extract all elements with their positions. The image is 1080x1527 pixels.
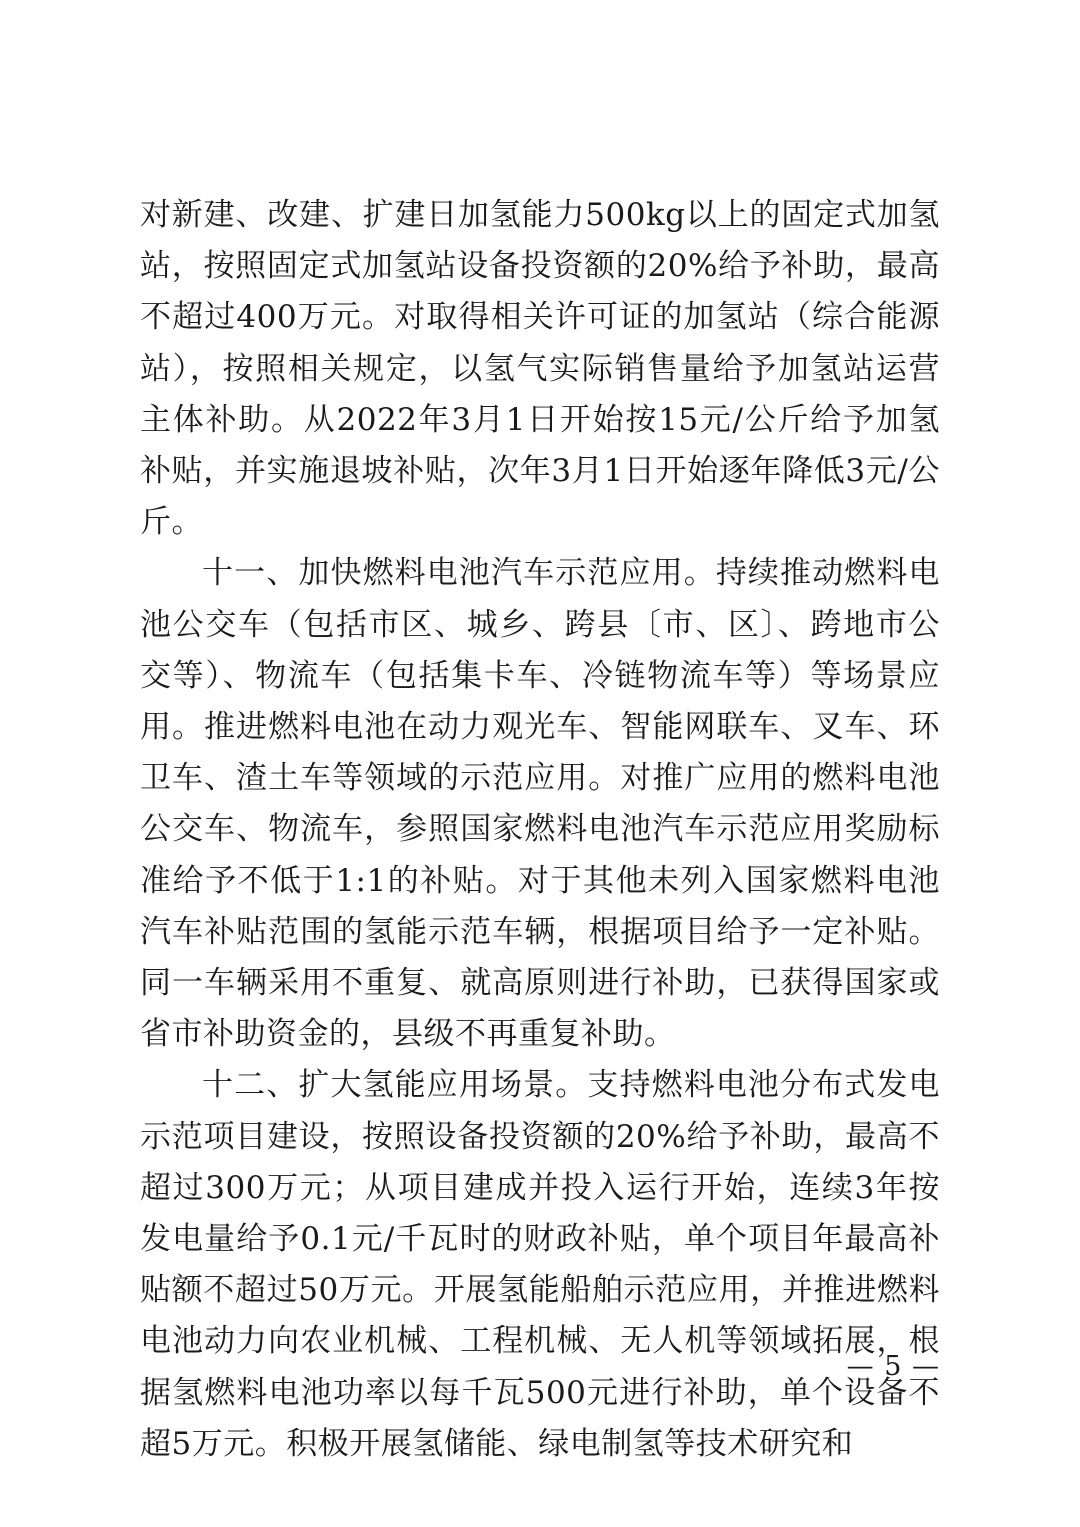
paragraph-fuel-cell-vehicle-demo: 十一、加快燃料电池汽车示范应用。持续推动燃料电池公交车（包括市区、城乡、跨县〔市、区〕、跨地市公交等）、物流车（包括集卡车、冷链物流车等）等场景应用。推进燃料电池在动力观光车、智能网联车、叉车、环卫车、渣土车等领域的示范应用。对推广应用的燃料电池公交车、物流车，参照国家燃料电池汽车示范应用奖励标准给予不低于1:1的补贴。对于其他未列入国家燃料电池汽车补贴范围的氢能示范车辆，根据项目给予一定补贴。同一车辆采用不重复、就高原则进行补助，已获得国家或省市补助资金的，县级不再重复补助。	[140, 555, 940, 1053]
paragraph-hydrogen-application-scenarios: 十二、扩大氢能应用场景。支持燃料电池分布式发电示范项目建设，按照设备投资额的20%给予补助，最高不超过300万元；从项目建成并投入运行开始，连续3年按发电量给予0.1元/千瓦时的财政补贴，单个项目年最高补贴额不超过50万元。开展氢能船舶示范应用，并推进燃料电池动力向农业机械、工程机械、无人机等领域拓展，根据氢燃料电池功率以每千瓦500元进行补助，单个设备不超5万元。积极开展氢储能、绿电制氢等技术研究和	[140, 1067, 940, 1462]
paragraph-hydrogen-station-subsidy: 对新建、改建、扩建日加氢能力500kg以上的固定式加氢站，按照固定式加氢站设备投资额的20%给予补助，最高不超过400万元。对取得相关许可证的加氢站（综合能源站），按照相关规定，以氢气实际销售量给予加氢站运营主体补助。从2022年3月1日开始按15元/公斤给予加氢补贴，并实施退坡补贴，次年3月1日开始逐年降低3元/公斤。	[140, 197, 940, 541]
document-body	[140, 190, 940, 1470]
page-number: — 5 —	[846, 1351, 940, 1382]
